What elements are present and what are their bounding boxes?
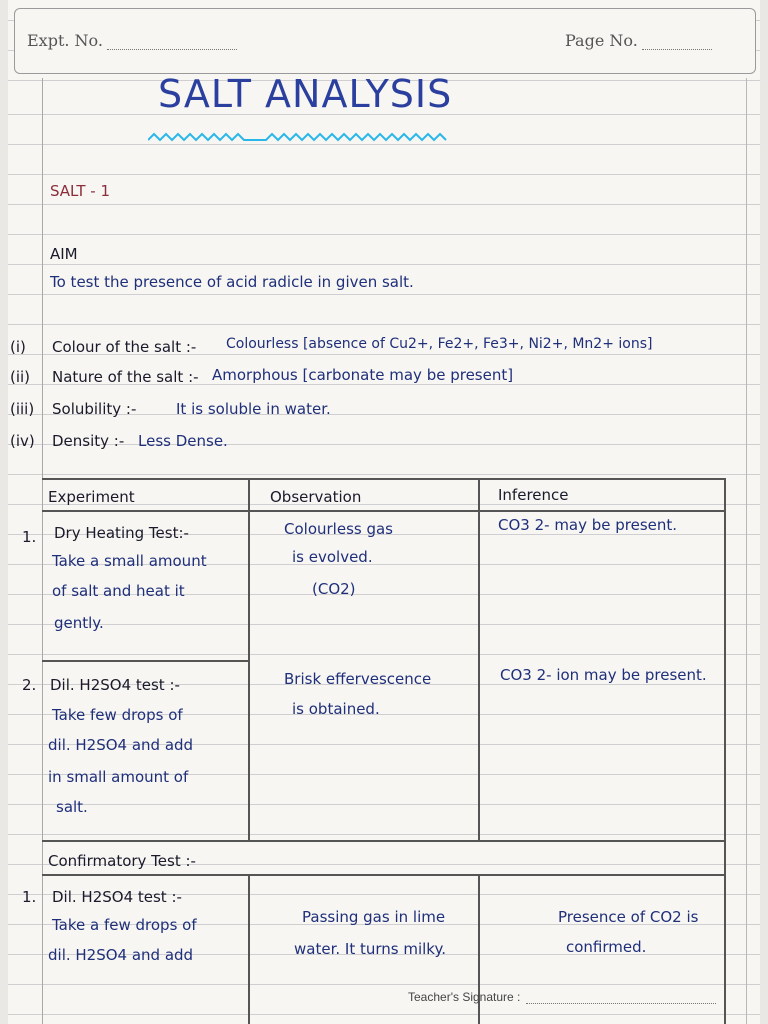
- experiment-title: Dil. H2SO4 test :-: [52, 888, 182, 906]
- page-label: Page No.: [565, 31, 638, 50]
- observation-line: is obtained.: [292, 700, 380, 718]
- confirmatory-heading: Confirmatory Test :-: [48, 852, 196, 870]
- inference-line: Presence of CO2 is: [558, 908, 699, 926]
- experiment-line: Take a few drops of: [52, 916, 197, 934]
- row-divider: [42, 840, 726, 842]
- property-value: Colourless [absence of Cu2+, Fe2+, Fe3+, Ni2+, Mn2+ ions]: [226, 336, 653, 352]
- property-label: Density :-: [52, 432, 125, 450]
- header-box: [14, 8, 756, 74]
- experiment-line: of salt and heat it: [52, 582, 185, 600]
- table-col-divider: [248, 478, 250, 840]
- inference-line: confirmed.: [566, 938, 647, 956]
- column-header-experiment: Experiment: [48, 488, 135, 506]
- table-col-divider: [248, 874, 250, 1024]
- property-label: Solubility :-: [52, 400, 137, 418]
- expt-label: Expt. No.: [27, 31, 103, 50]
- experiment-line: Take a small amount: [52, 552, 207, 570]
- property-value: Less Dense.: [138, 432, 228, 450]
- experiment-line: Take few drops of: [52, 706, 183, 724]
- property-num: (iii): [10, 400, 35, 418]
- expt-dotline: [107, 49, 237, 50]
- aim-text: To test the presence of acid radicle in given salt.: [50, 273, 414, 291]
- experiment-line: salt.: [56, 798, 88, 816]
- observation-line: (CO2): [312, 580, 356, 598]
- page-no: [565, 31, 712, 50]
- aim-heading: AIM: [50, 245, 78, 263]
- inference-text: CO3 2- may be present.: [498, 516, 678, 534]
- table-header-border: [42, 510, 726, 512]
- confirmatory-border: [42, 874, 726, 876]
- experiment-line: in small amount of: [48, 768, 189, 786]
- property-num: (i): [10, 338, 26, 356]
- expt-no: [27, 31, 237, 50]
- column-header-observation: Observation: [270, 488, 362, 506]
- notebook-page: [8, 0, 760, 1024]
- experiment-line: dil. H2SO4 and add: [48, 736, 194, 754]
- property-label: Colour of the salt :-: [52, 338, 197, 356]
- margin-line: [42, 78, 43, 1024]
- property-value: It is soluble in water.: [176, 400, 331, 418]
- observation-line: is evolved.: [292, 548, 373, 566]
- property-label: Nature of the salt :-: [52, 368, 199, 386]
- table-col-divider: [478, 478, 480, 840]
- title-underline-wave: [148, 130, 468, 148]
- page-dotline: [642, 49, 712, 50]
- table-top-border: [42, 478, 726, 480]
- row-divider: [42, 660, 248, 662]
- property-num: (ii): [10, 368, 31, 386]
- property-value: Amorphous [carbonate may be present]: [212, 366, 514, 384]
- observation-line: Passing gas in lime: [302, 908, 446, 926]
- observation-line: Colourless gas: [284, 520, 393, 538]
- page-right-edge: [746, 78, 747, 1024]
- column-header-inference: Inference: [498, 486, 569, 504]
- row-number: 2.: [22, 676, 37, 694]
- teacher-signature: [408, 990, 716, 1004]
- teacher-signature-label: Teacher's Signature :: [408, 990, 521, 1004]
- experiment-line: gently.: [54, 614, 104, 632]
- table-right-border: [724, 478, 726, 1024]
- inference-text: CO3 2- ion may be present.: [500, 666, 707, 684]
- salt-label: SALT - 1: [50, 182, 111, 200]
- experiment-line: dil. H2SO4 and add: [48, 946, 194, 964]
- experiment-title: Dil. H2SO4 test :-: [50, 676, 180, 694]
- row-number: 1.: [22, 888, 37, 906]
- observation-line: water. It turns milky.: [294, 940, 446, 958]
- observation-line: Brisk effervescence: [284, 670, 432, 688]
- property-num: (iv): [10, 432, 35, 450]
- row-number: 1.: [22, 528, 37, 546]
- signature-dotline: [526, 1003, 716, 1004]
- experiment-title: Dry Heating Test:-: [54, 524, 189, 542]
- page-title: SALT ANALYSIS: [158, 72, 453, 116]
